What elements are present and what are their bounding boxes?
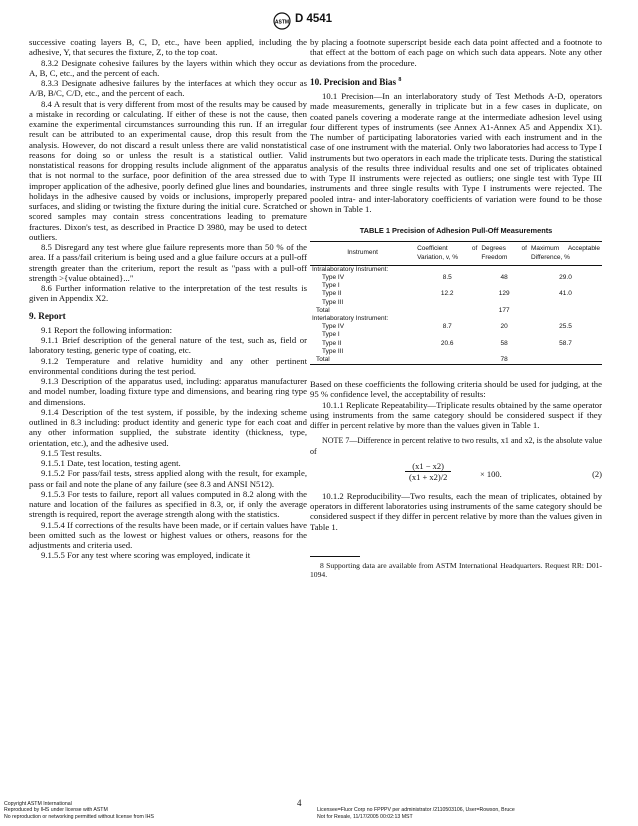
table-row bbox=[310, 356, 602, 365]
footnote-divider bbox=[310, 556, 360, 557]
table-cell bbox=[529, 282, 602, 290]
equation-numerator: (x1 − x2) bbox=[405, 461, 451, 472]
paragraph-10-1-1: 10.1.1 Replicate Repeatability—Triplicate results obtained by the same operator using instruments from the same category should be considered suspect if they differ in percent relative by more than the values given in Table 1. bbox=[310, 399, 602, 431]
table-cell: 8.5 bbox=[442, 273, 452, 281]
right-column bbox=[310, 37, 602, 579]
footer-line: Reproduced by IHS under license with ASTM bbox=[4, 807, 108, 814]
table-cell: Type I bbox=[322, 282, 340, 290]
equation-fraction bbox=[405, 461, 451, 483]
table-cell: 78 bbox=[500, 355, 508, 363]
footnote-ref: 8 bbox=[398, 76, 402, 83]
table-cell bbox=[529, 315, 602, 323]
table-row bbox=[310, 307, 602, 315]
table-cell bbox=[529, 331, 602, 339]
paragraph-9-1-5-2: 9.1.5.2 For pass/fail tests, stress applied along with the result, for example, pass or fail and note the plane of any failure (see 8.3 and ANSI N512). bbox=[29, 468, 307, 489]
equation-number: (2) bbox=[592, 468, 602, 479]
table-cell: 29.0 bbox=[559, 273, 572, 281]
table-cell: Type III bbox=[322, 298, 344, 306]
standard-designation: D 4541 bbox=[295, 13, 333, 25]
table-cell: 58 bbox=[500, 339, 508, 347]
table-header-cell: Coefficient of Variation, v, % bbox=[417, 245, 478, 261]
table-cell bbox=[479, 265, 529, 274]
table-title: TABLE 1 Precision of Adhesion Pull-Off Measurements bbox=[359, 226, 553, 236]
precision-table bbox=[310, 241, 602, 365]
paragraph-8-3-3: 8.3.3 Designate adhesive failures by the interfaces at which they occur as A/B, B/C, C/D, etc., and the percent of each. bbox=[29, 78, 307, 99]
page-header bbox=[0, 10, 638, 32]
table-row bbox=[310, 299, 602, 307]
table-row bbox=[310, 331, 602, 339]
table-cell: Type IV bbox=[322, 323, 345, 331]
paragraph-9-1-4: 9.1.4 Description of the test system, if possible, by the indexing scheme outlined in 8.3 including: product identity and generic type for each coat and any other information supplied, the substrate identity (thickness, type, orientation, etc.), and the adhesive used. bbox=[29, 406, 307, 448]
paragraph-9-1-3: 9.1.3 Description of the apparatus used, including: apparatus manufacturer and model number, loading fixture type and dimensions, and bearing ring type and dimensions. bbox=[29, 376, 307, 407]
table-cell: Type III bbox=[322, 347, 344, 355]
paragraph-9-1-5: 9.1.5 Test results. bbox=[41, 447, 102, 458]
table-cell bbox=[479, 315, 529, 323]
table-cell: Type II bbox=[322, 339, 342, 347]
table-cell: Intralaboratory Instrument: bbox=[312, 265, 389, 273]
equation-2 bbox=[310, 461, 602, 487]
table-cell bbox=[415, 299, 479, 307]
table-row bbox=[310, 315, 602, 323]
table-cell: 41.0 bbox=[559, 290, 572, 298]
table-cell bbox=[479, 299, 529, 307]
paragraph-9-1: 9.1 Report the following information: bbox=[41, 324, 173, 335]
table-cell: 177 bbox=[498, 306, 510, 314]
table-cell bbox=[479, 348, 529, 356]
table-cell: 20.6 bbox=[440, 339, 454, 347]
paragraph-9-1-5-4: 9.1.5.4 If corrections of the results have been made, or if certain values have been omitted such as the lowest or highest values or others, reasons for the adjustments and criteria used. bbox=[29, 519, 307, 550]
paragraph-9-1-1: 9.1.1 Brief description of the general nature of the test, such as, field or laboratory testing, generic type of coating, etc. bbox=[29, 335, 307, 356]
table-cell: Total bbox=[316, 306, 330, 314]
table-cell: Interlaboratory Instrument: bbox=[312, 314, 389, 322]
table-cell: 129 bbox=[498, 290, 510, 298]
note-7: NOTE 7—Difference in percent relative to two results, x1 and x2, is the absolute value of bbox=[310, 436, 602, 456]
astm-logo-icon bbox=[272, 12, 292, 30]
table-row bbox=[310, 282, 602, 290]
table-row bbox=[310, 323, 602, 331]
table-header-cell: Instrument bbox=[347, 249, 378, 257]
paragraph: Based on these coefficients the following criteria should be used for judging, at the 95 % confidence level, the acceptability of results: bbox=[310, 379, 602, 400]
page-number: 4 bbox=[297, 798, 302, 808]
table-cell bbox=[415, 307, 479, 315]
section-10-title bbox=[310, 75, 602, 87]
table-cell bbox=[415, 356, 479, 365]
section-9-title: 9. Report bbox=[29, 310, 66, 321]
table-cell: 8.7 bbox=[442, 323, 452, 331]
paragraph-9-1-5-5: 9.1.5.5 For any test where scoring was employed, indicate it bbox=[41, 550, 251, 561]
table-row bbox=[310, 265, 602, 274]
table-cell bbox=[415, 265, 479, 274]
table-cell bbox=[415, 348, 479, 356]
footer-line: No reproduction or networking permitted without license from IHS bbox=[4, 813, 154, 820]
footer-left bbox=[4, 801, 154, 820]
table-header-cell: Maximum Acceptable Difference, % bbox=[530, 245, 600, 261]
paragraph: by placing a footnote superscript beside each data point affected and a footnote to that effect at the bottom of each page on which such data appears. Note any other deviations from the procedure. bbox=[310, 37, 602, 68]
paragraph-8-3-2: 8.3.2 Designate cohesive failures by the layers within which they occur as A, B, C, etc., and the percent of each. bbox=[29, 57, 307, 78]
table-header-cell: Degrees of Freedom bbox=[481, 245, 527, 261]
table-cell: Total bbox=[316, 355, 330, 363]
footer-line: Licensee=Fluor Corp no FPPPV per administrator /2110503106, User=Rowson, Bruce bbox=[317, 807, 515, 814]
paragraph-10-1: 10.1 Precision—In an interlaboratory study of Test Methods A-D, operators made measurements, generally in triplicate but in a few cases in duplicate, on coated panels covering a moderate range at the intermediate adhesion level using four different types of instruments (see Annex A1-Annex A5 and Appendix X1). The number of participating laboratories varied with each instrument and in the case of one instrument with the material. Only two laboratories had access to Type I instruments but two operators in each made the triplicate tests. During the statistical analysis of the results three individual results and one set of triplicates obtained with Type II instruments were rejected as outliers; one single test with Type III instruments and three single results with Type I instruments were rejected. The pooled intra- and inter-laboratory coefficients of variation were found to be those shown in Table 1. bbox=[310, 91, 602, 214]
table-cell bbox=[415, 331, 479, 339]
paragraph-8-4: 8.4 A result that is very different from most of the results may be caused by a mistake in recording or calculating. If either of these is not the cause, then examine the experimental circumstances surrounding this run. If an irregular result can be attributed to an experimental cause, drop this result from the analysis. However, do not discard a result unless there are valid nonstatistical reasons for doing so or unless the result is a statistical outlier. Valid nonstatistical reasons for dropping results include alignment of the apparatus that is not normal to the surface, poor definition of the area stressed due to improper application of the adhesive, poorly defined glue lines and boundaries, holidays in the adhesive caused by voids or inclusions, improperly prepared surfaces, and sliding or twisting the fixture during the initial cure. Scratched or scored samples may contain stress concentrations leading to premature fractures. Dixon's test, as described in Practice D 3980, may be used to detect outliers. bbox=[29, 98, 307, 242]
table-row bbox=[310, 340, 602, 348]
table-cell bbox=[479, 282, 529, 290]
paragraph-9-1-2: 9.1.2 Temperature and relative humidity and any other pertinent environmental conditions during the test period. bbox=[29, 355, 307, 376]
table-cell: Type I bbox=[322, 331, 340, 339]
paragraph-8-5: 8.5 Disregard any test where glue failure represents more than 50 % of the area. If a pass/fail criterium is being used and a glue failure occurs at a pull-off strength greater than the criterium, report the result as "pass with a pull-off strength >{value obtained}..." bbox=[29, 242, 307, 283]
table-cell: 12.2 bbox=[440, 290, 454, 298]
table-cell bbox=[415, 282, 479, 290]
table-row bbox=[310, 348, 602, 356]
footnote: 8 Supporting data are available from ASTM International Headquarters. Request RR: D01-1094. bbox=[310, 560, 602, 579]
table-cell: 20 bbox=[500, 323, 508, 331]
section-10-title-text: 10. Precision and Bias bbox=[310, 76, 397, 87]
table-cell bbox=[479, 331, 529, 339]
table-cell bbox=[529, 299, 602, 307]
table-cell: Type II bbox=[322, 290, 342, 298]
table-cell bbox=[415, 315, 479, 323]
table-cell bbox=[529, 356, 602, 365]
table-cell: 25.5 bbox=[559, 323, 572, 331]
equation-denominator: (x1 + x2)/2 bbox=[409, 472, 448, 483]
equation-multiplier: × 100. bbox=[480, 468, 502, 479]
table-row bbox=[310, 290, 602, 298]
footer-line: Copyright ASTM International bbox=[4, 800, 72, 807]
paragraph-8-6: 8.6 Further information relative to the interpretation of the test results is given in Appendix X2. bbox=[29, 283, 307, 304]
table-cell bbox=[529, 348, 602, 356]
table-cell bbox=[529, 265, 602, 274]
table-cell bbox=[529, 307, 602, 315]
left-column bbox=[29, 37, 307, 561]
paragraph-10-1-2: 10.1.2 Reproducibility—Two results, each the mean of triplicates, obtained by operators in different laboratories using instruments of the same category should be considered suspect if they differ in percent relative by more than the values given in Table 1. bbox=[310, 490, 602, 532]
svg-text:ASTM: ASTM bbox=[274, 19, 290, 26]
table-cell: 48 bbox=[500, 273, 508, 281]
paragraph: successive coating layers B, C, D, etc., have been applied, including the adhesive, Y, that secures the fixture, Z, to the top coat. bbox=[29, 37, 307, 58]
table-cell: 58.7 bbox=[559, 339, 572, 347]
table-header-row bbox=[310, 242, 602, 265]
footer-right bbox=[317, 807, 515, 820]
paragraph-9-1-5-3: 9.1.5.3 For tests to failure, report all values computed in 8.2 along with the nature and location of the failures as specified in 8.3, or, if only the average strength is required, report the average strength along with the statistics. bbox=[29, 488, 307, 520]
table-row bbox=[310, 274, 602, 282]
table-cell: Type IV bbox=[322, 273, 345, 281]
paragraph-9-1-5-1: 9.1.5.1 Date, test location, testing agent. bbox=[41, 458, 181, 468]
footer-line: Not for Resale, 11/17/2005 00:02:13 MST bbox=[317, 813, 413, 820]
